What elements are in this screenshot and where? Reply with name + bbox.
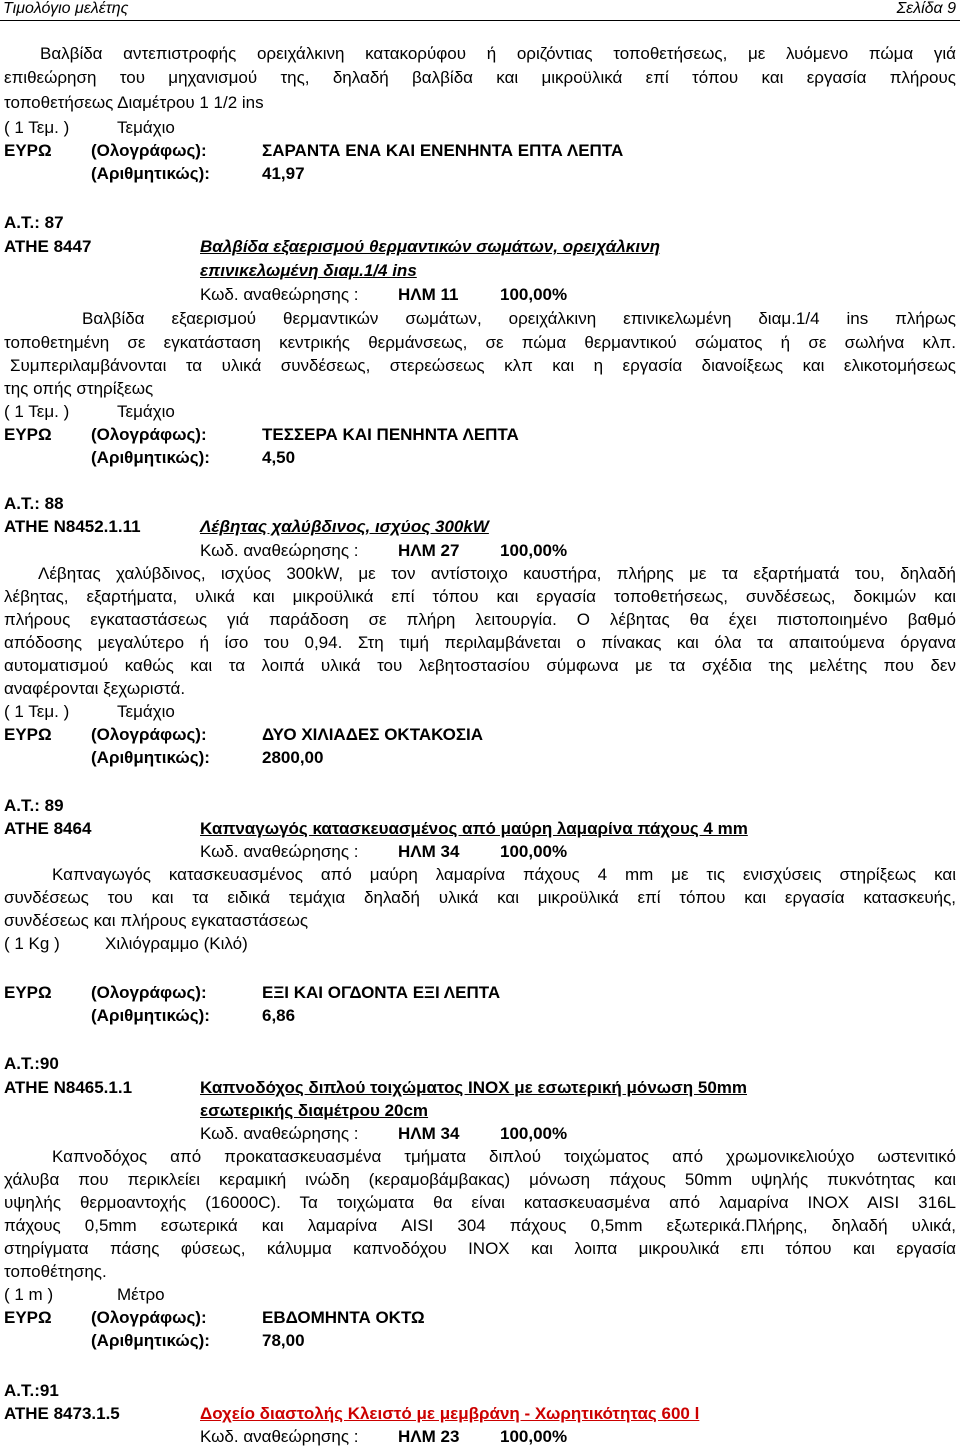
item-code: ΑΤΗΕ 8473.1.5 (4, 1404, 120, 1423)
revision-label: Κωδ. αναθεώρησης : (200, 285, 359, 304)
revision-code: ΗΛΜ 34 (398, 842, 460, 861)
item-number: Α.Τ.: 87 (4, 213, 64, 232)
item-desc-line: τοποθετημένη σε εγκατάσταση κεντρικής θερμάνσεως, σε πώμα θερμαντικού σώματος ή σε σωλήνα κλπ. (4, 333, 956, 352)
price-words: ΣΑΡΑΝΤΑ ΕΝΑ ΚΑΙ ΕΝΕΝΗΝΤΑ ΕΠΤΑ ΛΕΠΤΑ (262, 141, 624, 160)
item-desc-line: απόδοσης μεγαλύτερο ή ίσο του 0,94. Στη τιμή περιλαμβάνεται ο πίνακας και όλα τα απαιτούμενα όργανα (4, 633, 956, 652)
price-words: ΕΒΔΟΜΗΝΤΑ ΟΚΤΩ (262, 1308, 425, 1327)
words-label: (Ολογράφως): (91, 425, 207, 444)
page-header (0, 0, 960, 21)
numbers-label: (Αριθμητικώς): (91, 1006, 210, 1025)
unit-name: Χιλιόγραμμο (Κιλό) (105, 934, 248, 953)
item-desc-line: αναφέρονται ξεχωριστά. (4, 679, 186, 698)
price-words: ΔΥΟ ΧΙΛΙΑΔΕΣ ΟΚΤΑΚΟΣΙΑ (262, 725, 484, 744)
words-label: (Ολογράφως): (91, 983, 207, 1002)
item-desc-line: τοποθέτησης. (4, 1262, 107, 1281)
revision-label: Κωδ. αναθεώρησης : (200, 541, 359, 560)
price-number: 4,50 (262, 448, 296, 467)
item-desc-line: της οπής στηρίξεως (4, 379, 154, 398)
words-label: (Ολογράφως): (91, 141, 207, 160)
item-desc-line: Συμπεριλαμβάνονται τα υλικά συνδέσεως, στερεώσεως κλπ και η εργασία διανοίξεως και ελικοτομήσεως (10, 356, 956, 375)
currency-label: ΕΥΡΩ (4, 983, 52, 1002)
item-desc-line: συνδέσεως και πλήρους εγκαταστάσεως (4, 911, 309, 930)
intro-desc-line: Βαλβίδα αντεπιστροφής ορειχάλκινη κατακορύφου ή οριζόντιας τοποθετήσεως, με λυόμενο πώμα γιά (40, 44, 956, 63)
item-desc-line: Καπναγωγός κατασκευασμένος από μαύρη λαμαρίνα πάχους 4 mm με τις ενισχύσεις στηρίξεως και (52, 865, 956, 884)
unit-label: ( 1 Τεμ. ) (4, 702, 70, 721)
item-desc-line: λέβητας, εξαρτήματα, υλικά και μικροϋλικά επί τόπου και εργασία τοποθετήσεως, συνδέσεως, δοκιμών και (4, 587, 956, 606)
price-number: 2800,00 (262, 748, 324, 767)
price-words: ΤΕΣΣΕΡΑ ΚΑΙ ΠΕΝΗΝΤΑ ΛΕΠΤΑ (262, 425, 519, 444)
revision-code: ΗΛΜ 11 (398, 285, 459, 304)
numbers-label: (Αριθμητικώς): (91, 164, 210, 183)
item-desc-line: υψηλής θερμοαντοχής (16000C). Τα τοιχώματα θα είναι κατασκευασμένα από λαμαρίνα INOX AISI 316L (4, 1193, 956, 1212)
revision-label: Κωδ. αναθεώρησης : (200, 1427, 359, 1446)
unit-name: Τεμάχιο (117, 402, 175, 421)
revision-code: ΗΛΜ 34 (398, 1124, 460, 1143)
price-number: 78,00 (262, 1331, 305, 1350)
item-title: Λέβητας χαλύβδινος, ισχύος 300kW (200, 517, 489, 536)
revision-code: ΗΛΜ 27 (398, 541, 460, 560)
revision-percent: 100,00% (500, 541, 568, 560)
intro-desc-line: επιθεώρηση του μηχανισμού της, δηλαδή βαλβίδα και μικροϋλικά επί τόπου και εργασία πλήρους (4, 68, 956, 87)
currency-label: ΕΥΡΩ (4, 725, 52, 744)
item-title: εσωτερικής διαμέτρου 20cm (200, 1101, 429, 1120)
numbers-label: (Αριθμητικώς): (91, 448, 210, 467)
unit-name: Τεμάχιο (117, 702, 175, 721)
item-number: Α.Τ.: 88 (4, 494, 64, 513)
revision-label: Κωδ. αναθεώρησης : (200, 842, 359, 861)
item-number: Α.Τ.:91 (4, 1381, 59, 1400)
unit-label: ( 1 Τεμ. ) (4, 402, 70, 421)
item-desc-line: στηρίγματα πάσης φύσεως, κάλυμμα καπνοδόχου INOX και λοιπα μικρουλικά επι τόπου και εργασία (4, 1239, 956, 1258)
unit-name: Μέτρο (117, 1285, 165, 1304)
item-title: επινικελωμένη διαμ.1/4 ins (200, 261, 417, 280)
item-code: ΑΤΗΕ Ν8465.1.1 (4, 1078, 133, 1097)
price-number: 41,97 (262, 164, 305, 183)
item-desc-line: Βαλβίδα εξαερισμού θερμαντικών σωμάτων, ορειχάλκινη επινικελωμένη διαμ.1/4 ins πλήρως (82, 309, 956, 328)
item-desc-line: Λέβητας χαλύβδινος, ισχύος 300kW, με τον αντίστοιχο καυστήρα, πλήρης με τα εξαρτήματά του, δηλαδή (38, 564, 956, 583)
item-number: Α.Τ.:90 (4, 1054, 59, 1073)
revision-code: ΗΛΜ 23 (398, 1427, 460, 1446)
item-code: ΑΤΗΕ Ν8452.1.11 (4, 517, 141, 536)
item-number: Α.Τ.: 89 (4, 796, 64, 815)
item-code: ΑΤΗΕ 8447 (4, 237, 92, 256)
revision-percent: 100,00% (500, 285, 568, 304)
item-desc-line: Καπνοδόχος από προκατασκευασμένα τμήματα διπλού τοιχώματος από χρωμονικελιούχο ωστενιτικό (52, 1147, 956, 1166)
item-desc-line: πλήρους εγκαταστάσεως γιά παράδοση σε πλήρη λειτουργία. Ο λέβητας θα έχει πιστοποιημένο βαθμό (4, 610, 956, 629)
item-desc-line: πάχους 0,5mm εσωτερικά και λαμαρίνα AISI 304 πάχους 0,5mm εξωτερικά.Πλήρης, δηλαδή υλικά, (4, 1216, 956, 1235)
item-title: Καπναγωγός κατασκευασμένος από μαύρη λαμαρίνα πάχους 4 mm (200, 819, 748, 838)
intro-desc-line: τοποθετήσεως Διαμέτρου 1 1/2 ins (4, 93, 264, 112)
item-desc-line: χάλυβα που περικλείει κεραμική ινώδη (κεραμοβάμβακας) μόνωση πάχους 50mm υψηλής πυκνότητας και (4, 1170, 956, 1189)
unit-label: ( 1 Τεμ. ) (4, 118, 70, 137)
words-label: (Ολογράφως): (91, 1308, 207, 1327)
numbers-label: (Αριθμητικώς): (91, 748, 210, 767)
item-title: Βαλβίδα εξαερισμού θερμαντικών σωμάτων, ορειχάλκινη (200, 237, 660, 256)
item-title: Δοχείο διαστολής Κλειστό με μεμβράνη - Χωρητικότητας 600 l (200, 1404, 700, 1423)
item-desc-line: συνδέσεως του και τα ειδικά τεμάχια δηλαδή υλικά και μικροϋλικά επί τόπου και εργασία κατασκευής, (4, 888, 956, 907)
revision-percent: 100,00% (500, 1124, 568, 1143)
item-code: ΑΤΗΕ 8464 (4, 819, 92, 838)
revision-percent: 100,00% (500, 842, 568, 861)
revision-percent: 100,00% (500, 1427, 568, 1446)
unit-name: Τεμάχιο (117, 118, 175, 137)
revision-label: Κωδ. αναθεώρησης : (200, 1124, 359, 1143)
numbers-label: (Αριθμητικώς): (91, 1331, 210, 1350)
unit-label: ( 1 m ) (4, 1285, 54, 1304)
item-title: Καπνοδόχος διπλού τοιχώματος INOX με εσωτερική μόνωση 50mm (200, 1078, 748, 1097)
currency-label: ΕΥΡΩ (4, 141, 52, 160)
document-title: Τιμολόγιο μελέτης (3, 0, 129, 17)
item-desc-line: αυτοματισμού καθώς και τα λοιπά υλικά του λεβητοστασίου σύμφωνα με τα σχέδια της μελέτης που δεν (4, 656, 956, 675)
unit-label: ( 1 Kg ) (4, 934, 60, 953)
price-number: 6,86 (262, 1006, 296, 1025)
price-words: ΕΞΙ ΚΑΙ ΟΓΔΟΝΤΑ ΕΞΙ ΛΕΠΤΑ (262, 983, 501, 1002)
currency-label: ΕΥΡΩ (4, 425, 52, 444)
words-label: (Ολογράφως): (91, 725, 207, 744)
page-number: Σελίδα 9 (896, 0, 956, 17)
currency-label: ΕΥΡΩ (4, 1308, 52, 1327)
